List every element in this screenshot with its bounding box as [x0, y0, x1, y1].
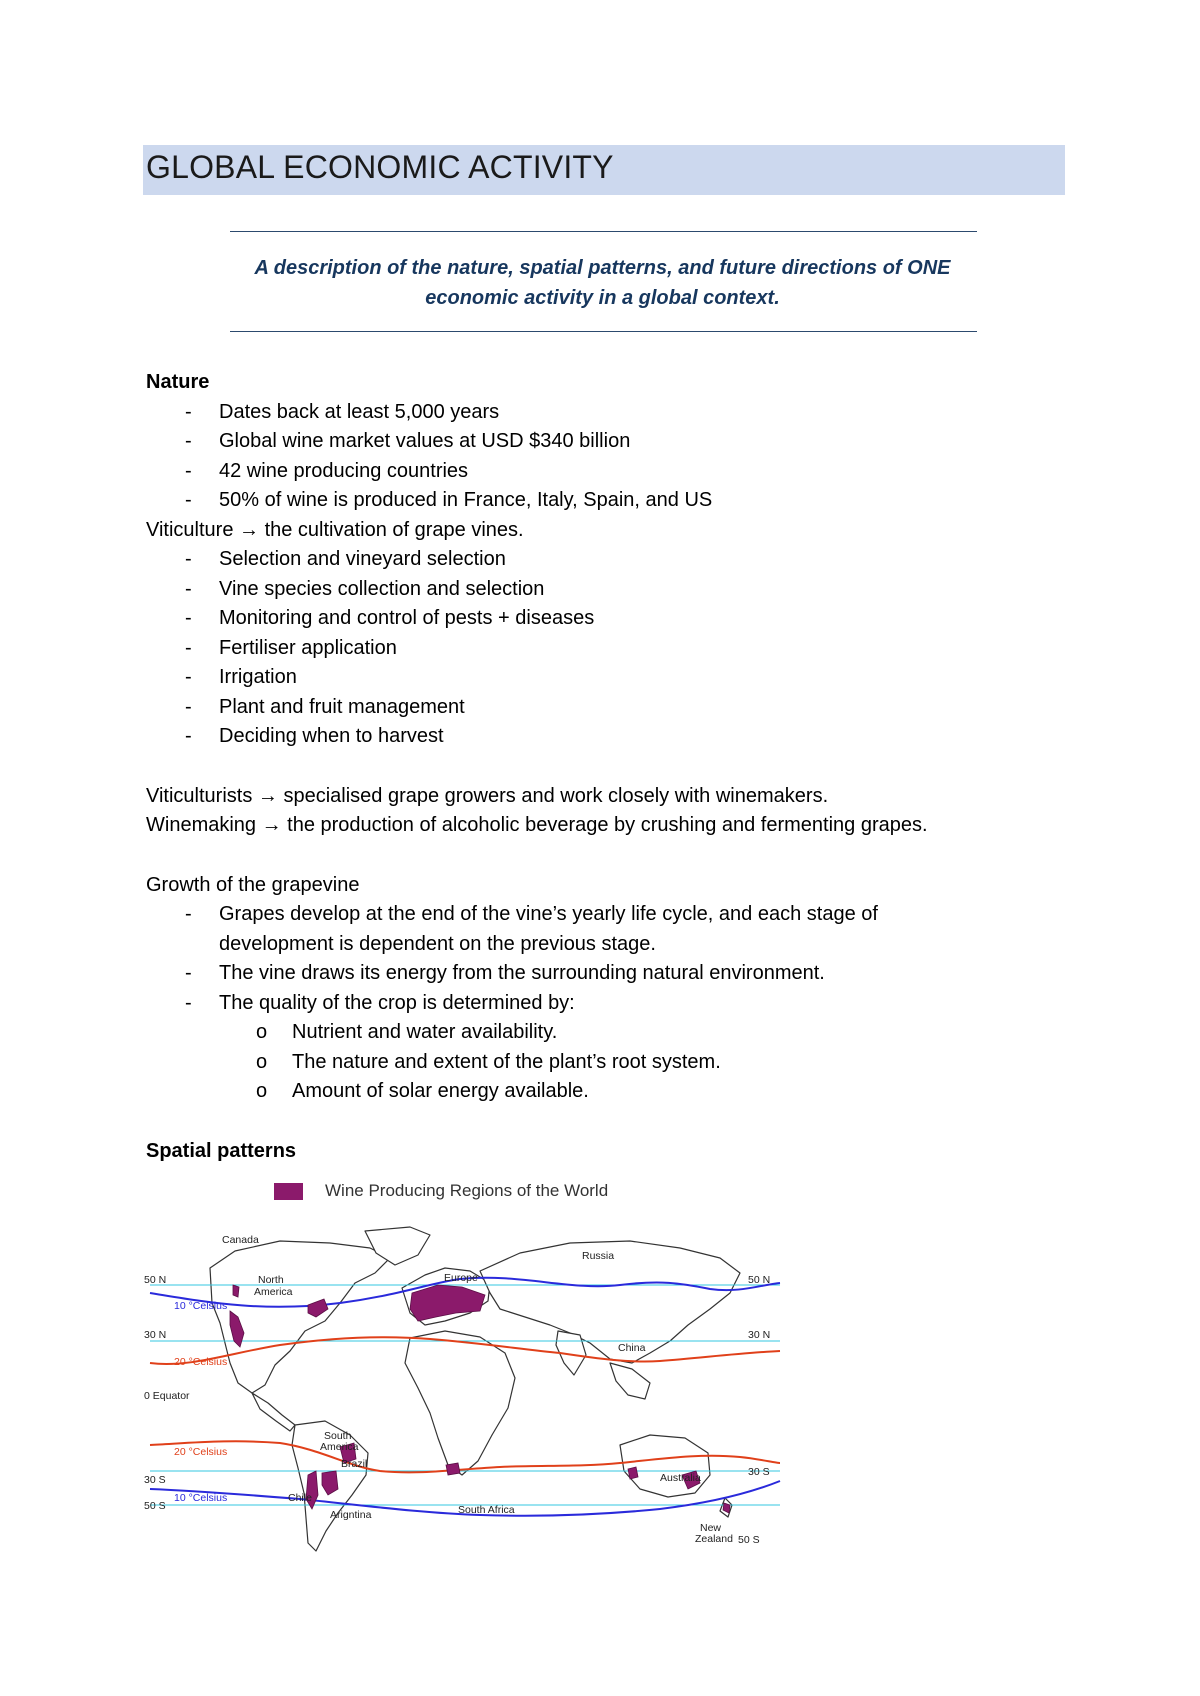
world-map-svg	[140, 1213, 790, 1573]
nature-heading: Nature	[146, 371, 210, 393]
circle-bullet: o	[256, 1080, 268, 1102]
map-label-argentina: Arigntina	[330, 1509, 372, 1521]
growth-item: - The vine draws its energy from the surrounding natural environment.	[146, 959, 1106, 989]
dash-marker: -	[185, 400, 192, 423]
map-label-30n-right: 30 N	[748, 1329, 771, 1341]
map-label-isotherm-10-south: 10 °Celsius	[174, 1492, 228, 1504]
dash-marker: -	[185, 430, 192, 452]
dash-marker: -	[185, 695, 192, 718]
growth-subitem: o Amount of solar energy available.	[146, 1077, 1106, 1107]
map-label-north-america: North	[258, 1274, 284, 1286]
wine-region-australia-southwest	[628, 1467, 638, 1479]
dash-marker: -	[185, 459, 192, 482]
dash-marker: -	[185, 577, 192, 600]
map-label-north-america-2: America	[254, 1286, 293, 1298]
spacer	[146, 841, 1106, 871]
subtitle-rule-bottom	[230, 331, 977, 332]
australia-landmass	[620, 1435, 710, 1497]
map-label-brazil: Brazil	[341, 1458, 368, 1470]
dash-marker: -	[185, 489, 192, 511]
growth-item: - Grapes develop at the end of the vine’s yearly life cycle, and each stage of	[146, 900, 1106, 930]
viticulture-item: - Vine species collection and selection	[146, 575, 1106, 605]
viticulture-definition: Viticulture → the cultivation of grape vines.	[146, 518, 524, 541]
map-label-isotherm-20-north: 20 °Celsius	[174, 1356, 228, 1368]
subtitle-line-2: economic activity in a global context.	[425, 287, 780, 309]
nature-item: - Dates back at least 5,000 years	[146, 398, 1106, 428]
nature-item: - 42 wine producing countries	[146, 457, 1106, 487]
map-label-russia: Russia	[582, 1250, 615, 1262]
world-wine-map	[140, 1213, 790, 1573]
dash-marker: -	[185, 666, 192, 688]
map-label-canada: Canada	[222, 1234, 259, 1246]
dash-marker: -	[185, 725, 192, 747]
map-label-new-zealand: New	[700, 1522, 722, 1534]
growth-subitem: o The nature and extent of the plant’s root system.	[146, 1048, 1106, 1078]
growth-heading: Growth of the grapevine	[146, 873, 360, 896]
dash-marker: -	[185, 991, 192, 1014]
wine-region-south-africa	[446, 1463, 460, 1475]
viticulture-item: - Plant and fruit management	[146, 693, 1106, 723]
map-label-50n-right: 50 N	[748, 1274, 771, 1286]
map-label-isotherm-10-north: 10 °Celsius	[174, 1300, 228, 1312]
map-label-australia: Australia	[660, 1472, 701, 1484]
circle-bullet: o	[256, 1021, 268, 1043]
map-label-europe: Europe	[444, 1272, 478, 1284]
viticulture-item: - Monitoring and control of pests + diseases	[146, 604, 1106, 634]
africa-landmass	[405, 1331, 515, 1475]
dash-marker: -	[185, 607, 192, 629]
map-label-30s-left: 30 S	[144, 1474, 166, 1486]
viticulturists-definition: Viticulturists → specialised grape growers and work closely with winemakers.	[146, 784, 829, 807]
central-america-landmass	[252, 1393, 295, 1431]
subtitle-line-1: A description of the nature, spatial patterns, and future directions of ONE	[254, 257, 951, 279]
winemaking-definition: Winemaking → the production of alcoholic beverage by crushing and fermenting grapes.	[146, 814, 928, 836]
map-label-south-america-2: America	[320, 1441, 359, 1453]
legend-swatch	[274, 1183, 303, 1200]
document-body	[146, 368, 1106, 1166]
viticulture-item: - Deciding when to harvest	[146, 722, 1106, 752]
page-title: GLOBAL ECONOMIC ACTIVITY	[146, 149, 614, 185]
viticulture-item: - Selection and vineyard selection	[146, 545, 1106, 575]
subtitle-rule-top	[230, 231, 977, 232]
spacer	[146, 752, 1106, 782]
map-label-equator: 0 Equator	[144, 1390, 190, 1402]
dash-marker: -	[185, 903, 192, 925]
wine-region-canada-west	[233, 1285, 239, 1297]
spacer	[146, 1107, 1106, 1137]
map-label-new-zealand-2: Zealand	[695, 1533, 733, 1545]
southeast-asia-landmass	[610, 1363, 650, 1399]
map-label-30s-right: 30 S	[748, 1466, 770, 1478]
map-label-50n-left: 50 N	[144, 1274, 167, 1286]
viticulture-item: - Irrigation	[146, 663, 1106, 693]
growth-subitem: o Nutrient and water availability.	[146, 1018, 1106, 1048]
nature-item: - 50% of wine is produced in France, Italy, Spain, and US	[146, 486, 1106, 516]
map-label-isotherm-20-south: 20 °Celsius	[174, 1446, 228, 1458]
spatial-heading: Spatial patterns	[146, 1139, 297, 1162]
dash-marker: -	[185, 636, 192, 659]
map-label-south-america: South	[324, 1430, 352, 1442]
circle-bullet: o	[256, 1050, 268, 1073]
dash-marker: -	[185, 548, 192, 570]
map-label-south-africa: South Africa	[458, 1504, 515, 1516]
page-subtitle	[200, 253, 1005, 313]
viticulture-item: - Fertiliser application	[146, 634, 1106, 664]
map-label-china: China	[618, 1342, 646, 1354]
map-label-50s-left: 50 S	[144, 1500, 166, 1512]
map-label-chile: Chile	[288, 1492, 312, 1504]
growth-item-continuation: development is dependent on the previous stage.	[219, 932, 656, 955]
map-legend-label: Wine Producing Regions of the World	[325, 1181, 609, 1200]
map-label-30n-left: 30 N	[144, 1329, 167, 1341]
growth-item: - The quality of the crop is determined by:	[146, 989, 1106, 1019]
dash-marker: -	[185, 962, 192, 984]
map-label-50s-right: 50 S	[738, 1534, 760, 1546]
nature-item: - Global wine market values at USD $340 billion	[146, 427, 1106, 457]
